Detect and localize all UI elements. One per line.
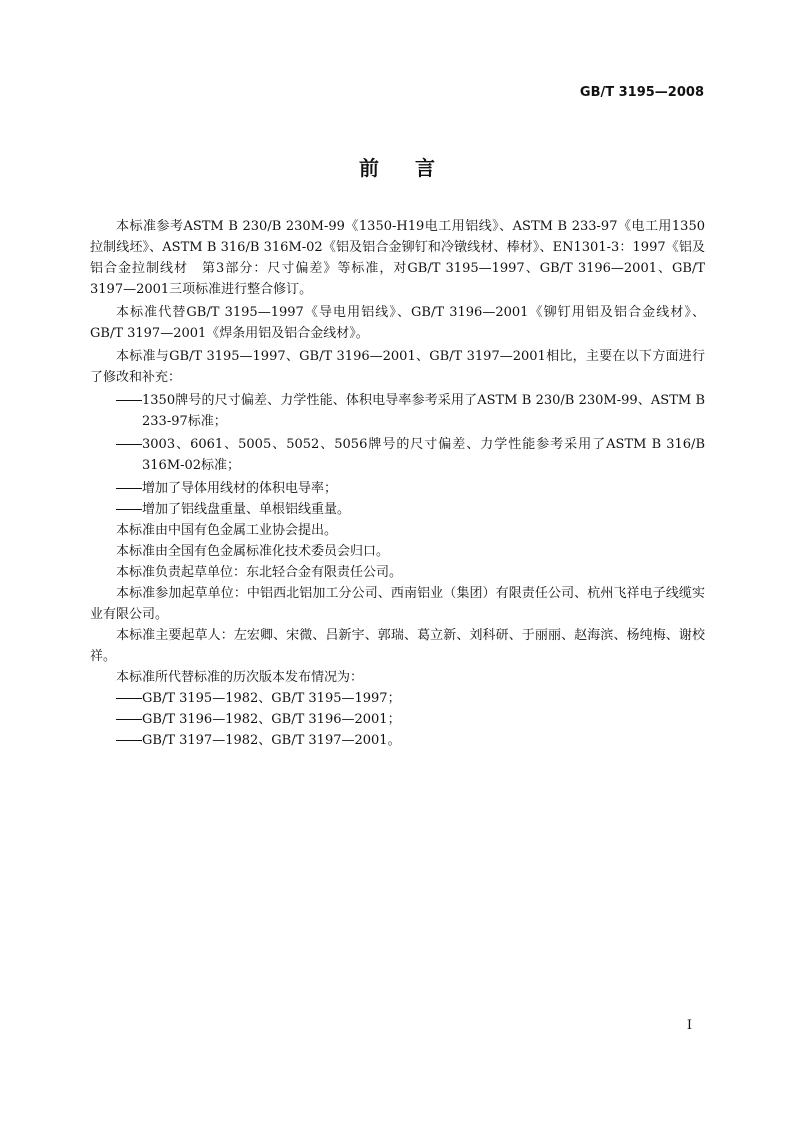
list-item: 增加了导体用线材的体积电导率； xyxy=(90,478,705,499)
paragraph-proposer: 本标准由中国有色金属工业协会提出。 xyxy=(116,523,338,538)
paragraph-drafting-unit: 本标准负责起草单位：东北轻合金有限责任公司。 xyxy=(116,565,403,580)
page-number: I xyxy=(686,1018,692,1033)
list-item: 1350牌号的尺寸偏差、力学性能、体积电导率参考采用了ASTM B 230/B 230M-99、ASTM B 233-97标准； xyxy=(90,390,705,432)
list-item: GB/T 3196—1982、GB/T 3196—2001； xyxy=(90,709,705,730)
paragraph-reference-standards: 本标准参考ASTM B 230/B 230M-99《1350-H19电工用铝线》、ASTM B 233-97《电工用1350拉制线坯》、ASTM B 316/B 316M-02《铝及铝合金铆钉和冷镦线材、棒材》、EN1301-3：1997《铝及铝合金拉制线材 第3部分：尺寸偏差》等标准，对GB/T 3195—1997、GB/T 3196—2001、GB/T 3197—2001三项标准进行整合修订。 xyxy=(90,219,705,297)
paragraph-committee: 本标准由全国有色金属标准化技术委员会归口。 xyxy=(116,544,390,559)
standard-number: GB/T 3195—2008 xyxy=(579,85,704,100)
document-body xyxy=(90,216,705,751)
list-item: 3003、6061、5005、5052、5056牌号的尺寸偏差、力学性能参考采用了ASTM B 316/B 316M-02标准； xyxy=(90,434,705,476)
paragraph-replaces: 本标准代替GB/T 3195—1997《导电用铝线》、GB/T 3196—2001《铆钉用铝及铝合金线材》、GB/T 3197—2001《焊条用铝及铝合金线材》。 xyxy=(90,305,705,341)
list-item: 增加了铝线盘重量、单根铝线重量。 xyxy=(90,499,705,520)
paragraph-changes-intro: 本标准与GB/T 3195—1997、GB/T 3196—2001、GB/T 3197—2001相比，主要在以下方面进行了修改和补充： xyxy=(90,349,705,385)
paragraph-participating-units: 本标准参加起草单位：中铝西北铝加工分公司、西南铝业（集团）有限责任公司、杭州飞祥电子线缆实业有限公司。 xyxy=(90,586,705,622)
list-item: GB/T 3195—1982、GB/T 3195—1997； xyxy=(90,688,705,709)
page-title: 前言 xyxy=(359,156,471,180)
paragraph-history-intro: 本标准所代替标准的历次版本发布情况为： xyxy=(116,670,364,685)
paragraph-drafters: 本标准主要起草人：左宏卿、宋微、吕新宇、郭瑞、葛立新、刘科研、于丽丽、赵海滨、杨纯梅、谢校祥。 xyxy=(90,628,705,664)
list-item: GB/T 3197—1982、GB/T 3197—2001。 xyxy=(90,730,705,751)
